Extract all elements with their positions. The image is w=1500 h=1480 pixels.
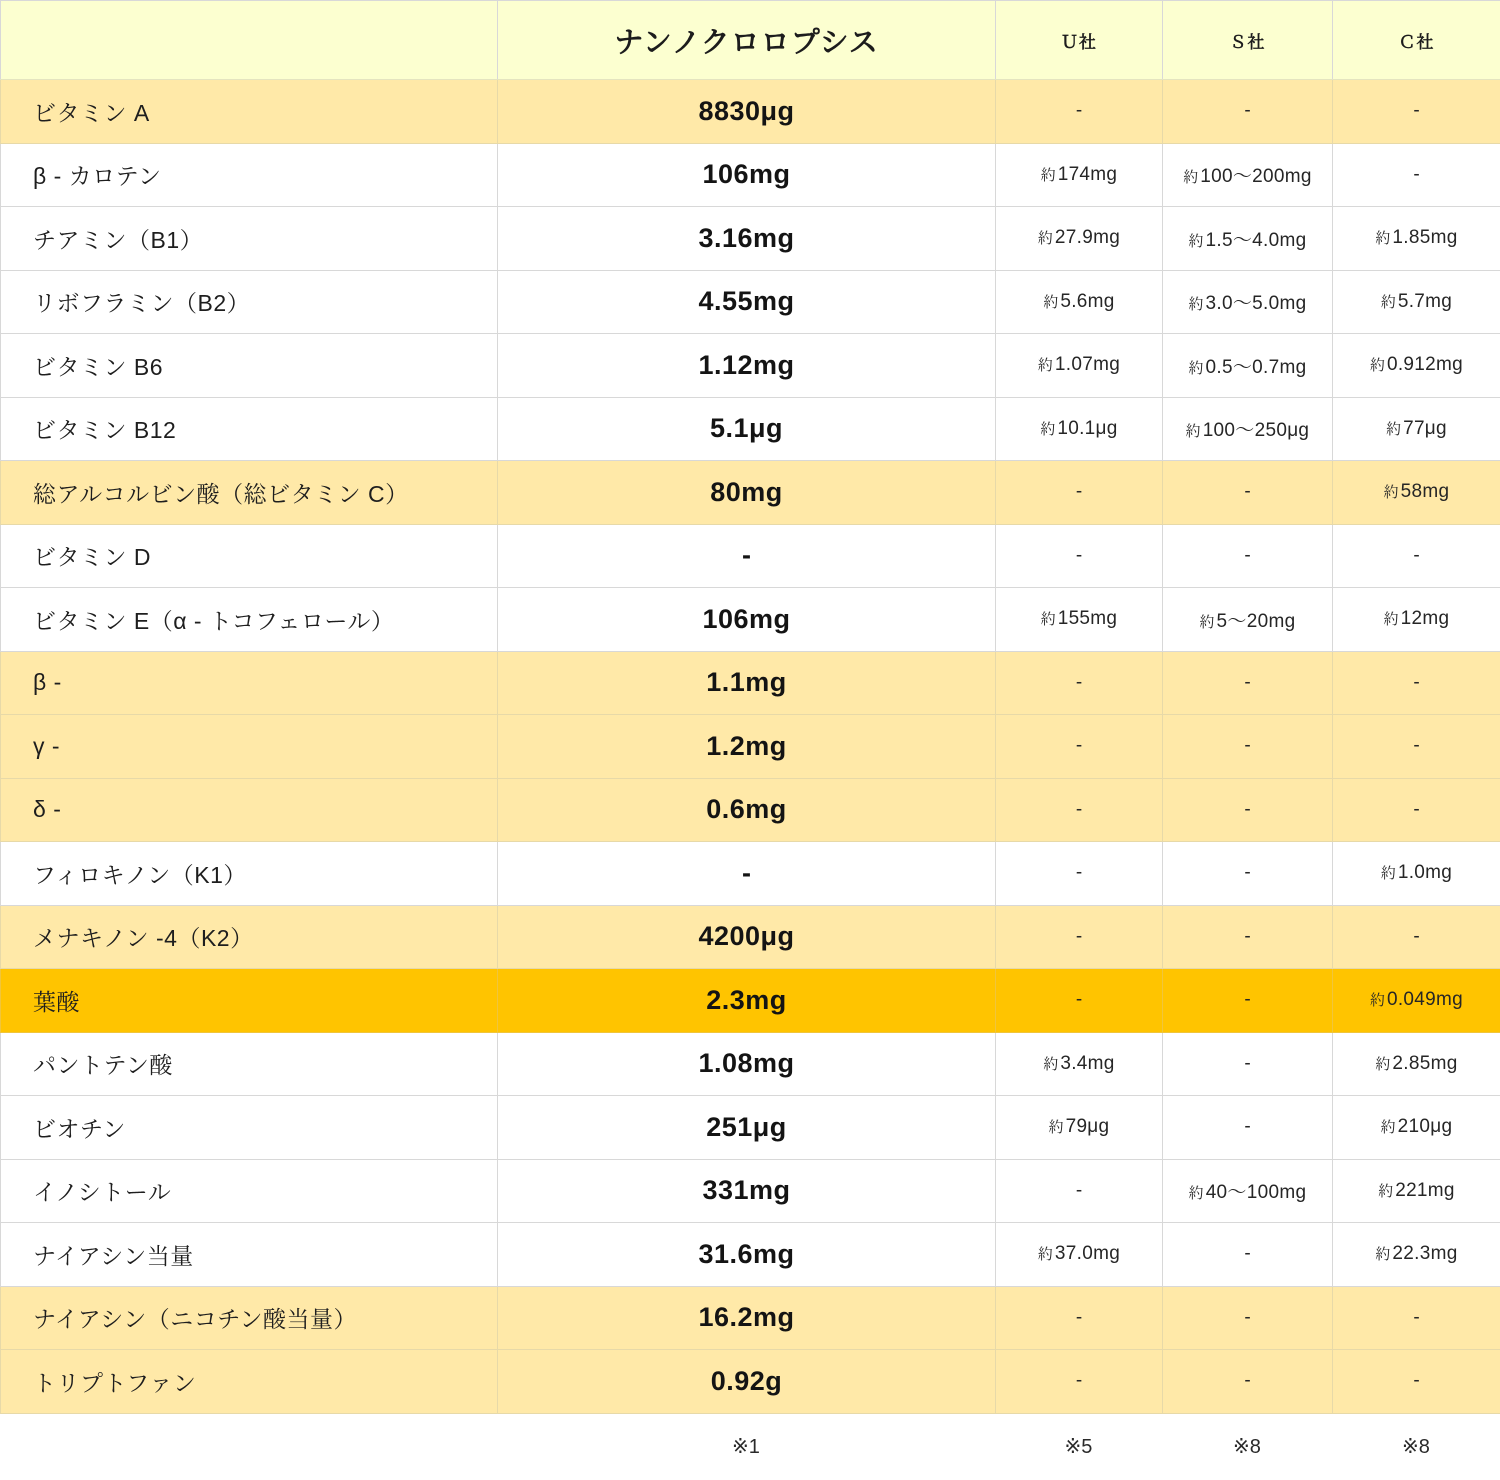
company-s-value-cell: 約 5〜20mg [1163, 588, 1333, 652]
company-s-value-cell: - [1163, 778, 1333, 842]
company-s-value-cell: 約 3.0〜5.0mg [1163, 270, 1333, 334]
company-c-value-cell: 約 221mg [1333, 1159, 1500, 1223]
nannochloropsis-value-cell: 1.1mg [498, 651, 996, 715]
nutrient-name-cell: メナキノン -4（K2） [1, 905, 498, 969]
company-u-value-cell: - [996, 524, 1163, 588]
nutrient-name-cell: イノシトール [1, 1159, 498, 1223]
nutrient-name-cell: δ - [1, 778, 498, 842]
company-s-value-cell: 約 0.5〜0.7mg [1163, 334, 1333, 398]
nutrient-name-cell: ナイアシン当量 [1, 1223, 498, 1287]
nannochloropsis-value-cell: - [498, 524, 996, 588]
company-u-value-cell: 約 37.0mg [996, 1223, 1163, 1287]
table-row [1, 969, 1500, 1033]
table-row [1, 842, 1500, 906]
table-row [1, 1223, 1500, 1287]
nutrient-name-cell: ビタミン D [1, 524, 498, 588]
company-u-value-cell: 約 79μg [996, 1096, 1163, 1160]
header-cell-company-c: Ｃ社 [1333, 1, 1500, 80]
company-c-value-cell: 約 210μg [1333, 1096, 1500, 1160]
company-s-value-cell: - [1163, 1286, 1333, 1350]
nannochloropsis-value-cell: 31.6mg [498, 1223, 996, 1287]
company-c-value-cell: - [1333, 905, 1500, 969]
nannochloropsis-value-cell: 1.08mg [498, 1032, 996, 1096]
company-c-value-cell: - [1333, 1350, 1500, 1414]
nannochloropsis-value-cell: 1.12mg [498, 334, 996, 398]
company-u-value-cell: - [996, 842, 1163, 906]
company-c-value-cell: - [1333, 715, 1500, 779]
table-row [1, 270, 1500, 334]
company-c-value-cell: 約 1.0mg [1333, 842, 1500, 906]
company-s-value-cell: - [1163, 461, 1333, 525]
table-row [1, 651, 1500, 715]
table-row [1, 1159, 1500, 1223]
footnote-row [0, 1414, 1500, 1480]
footnote-company-c: ※8 [1332, 1434, 1500, 1459]
table-row [1, 1032, 1500, 1096]
table-row [1, 143, 1500, 207]
company-u-value-cell: - [996, 1350, 1163, 1414]
nutrient-name-cell: フィロキノン（K1） [1, 842, 498, 906]
table-row [1, 715, 1500, 779]
table-row [1, 1096, 1500, 1160]
nutrient-name-cell: ビタミン B12 [1, 397, 498, 461]
nannochloropsis-value-cell: 331mg [498, 1159, 996, 1223]
company-u-value-cell: - [996, 1159, 1163, 1223]
company-s-value-cell: - [1163, 1032, 1333, 1096]
company-u-value-cell: 約 155mg [996, 588, 1163, 652]
table-row [1, 524, 1500, 588]
company-c-value-cell: - [1333, 778, 1500, 842]
company-u-value-cell: - [996, 715, 1163, 779]
company-u-value-cell: 約 1.07mg [996, 334, 1163, 398]
nutrient-name-cell: パントテン酸 [1, 1032, 498, 1096]
nutrient-name-cell: トリプトファン [1, 1350, 498, 1414]
company-c-value-cell: - [1333, 651, 1500, 715]
company-s-value-cell: 約 100〜200mg [1163, 143, 1333, 207]
nutrient-name-cell: ビタミン B6 [1, 334, 498, 398]
company-s-value-cell: - [1163, 715, 1333, 779]
company-c-value-cell: - [1333, 524, 1500, 588]
table-row [1, 1350, 1500, 1414]
nutrient-name-cell: リボフラミン（B2） [1, 270, 498, 334]
company-s-value-cell: - [1163, 80, 1333, 144]
nannochloropsis-value-cell: 106mg [498, 143, 996, 207]
company-c-value-cell: 約 0.049mg [1333, 969, 1500, 1033]
table-header [1, 1, 1500, 80]
company-c-value-cell: 約 22.3mg [1333, 1223, 1500, 1287]
header-cell-company-s: Ｓ社 [1163, 1, 1333, 80]
company-c-value-cell: 約 12mg [1333, 588, 1500, 652]
nannochloropsis-value-cell: 8830μg [498, 80, 996, 144]
table-body [1, 80, 1500, 1414]
nutrient-name-cell: チアミン（B1） [1, 207, 498, 271]
company-u-value-cell: - [996, 461, 1163, 525]
company-u-value-cell: 約 27.9mg [996, 207, 1163, 271]
nutrient-name-cell: 総アルコルビン酸（総ビタミン C） [1, 461, 498, 525]
company-c-value-cell: 約 77μg [1333, 397, 1500, 461]
nannochloropsis-value-cell: 106mg [498, 588, 996, 652]
footnote-company-u: ※5 [995, 1434, 1162, 1459]
table-row [1, 1286, 1500, 1350]
footnote-nannochloropsis: ※1 [497, 1434, 995, 1459]
table-row [1, 905, 1500, 969]
header-cell-nannochloropsis: ナンノクロロプシス [498, 1, 996, 80]
company-c-value-cell: 約 5.7mg [1333, 270, 1500, 334]
nannochloropsis-value-cell: 1.2mg [498, 715, 996, 779]
nannochloropsis-value-cell: - [498, 842, 996, 906]
company-s-value-cell: - [1163, 842, 1333, 906]
company-s-value-cell: 約 1.5〜4.0mg [1163, 207, 1333, 271]
company-s-value-cell: - [1163, 1223, 1333, 1287]
table-row [1, 80, 1500, 144]
nutrient-name-cell: β - カロテン [1, 143, 498, 207]
table-row [1, 207, 1500, 271]
company-s-value-cell: - [1163, 969, 1333, 1033]
company-s-value-cell: - [1163, 1096, 1333, 1160]
company-c-value-cell: - [1333, 1286, 1500, 1350]
header-row [1, 1, 1500, 80]
nannochloropsis-value-cell: 3.16mg [498, 207, 996, 271]
table-row [1, 397, 1500, 461]
nutrient-name-cell: γ - [1, 715, 498, 779]
nutrient-name-cell: ビタミン E（α - トコフェロール） [1, 588, 498, 652]
table-row [1, 588, 1500, 652]
company-c-value-cell: - [1333, 80, 1500, 144]
company-u-value-cell: - [996, 905, 1163, 969]
nannochloropsis-value-cell: 5.1μg [498, 397, 996, 461]
company-s-value-cell: - [1163, 905, 1333, 969]
nutrient-name-cell: ビタミン A [1, 80, 498, 144]
company-c-value-cell: 約 2.85mg [1333, 1032, 1500, 1096]
company-s-value-cell: - [1163, 524, 1333, 588]
nutrient-name-cell: β - [1, 651, 498, 715]
company-u-value-cell: 約 3.4mg [996, 1032, 1163, 1096]
nannochloropsis-value-cell: 251μg [498, 1096, 996, 1160]
company-u-value-cell: - [996, 1286, 1163, 1350]
company-c-value-cell: 約 1.85mg [1333, 207, 1500, 271]
header-cell-company-u: Ｕ社 [996, 1, 1163, 80]
footnote-company-s: ※8 [1162, 1434, 1332, 1459]
table-row [1, 778, 1500, 842]
company-u-value-cell: 約 174mg [996, 143, 1163, 207]
company-s-value-cell: 約 40〜100mg [1163, 1159, 1333, 1223]
nannochloropsis-value-cell: 0.6mg [498, 778, 996, 842]
company-u-value-cell: - [996, 969, 1163, 1033]
company-s-value-cell: 約 100〜250μg [1163, 397, 1333, 461]
company-c-value-cell: - [1333, 143, 1500, 207]
nutrient-name-cell: ビオチン [1, 1096, 498, 1160]
nutrient-name-cell: 葉酸 [1, 969, 498, 1033]
nannochloropsis-value-cell: 80mg [498, 461, 996, 525]
nannochloropsis-value-cell: 4200μg [498, 905, 996, 969]
nannochloropsis-value-cell: 0.92g [498, 1350, 996, 1414]
company-u-value-cell: - [996, 80, 1163, 144]
company-c-value-cell: 約 0.912mg [1333, 334, 1500, 398]
table-row [1, 334, 1500, 398]
company-u-value-cell: 約 5.6mg [996, 270, 1163, 334]
nannochloropsis-value-cell: 16.2mg [498, 1286, 996, 1350]
company-u-value-cell: - [996, 778, 1163, 842]
table-row [1, 461, 1500, 525]
company-c-value-cell: 約 58mg [1333, 461, 1500, 525]
company-u-value-cell: - [996, 651, 1163, 715]
nannochloropsis-value-cell: 4.55mg [498, 270, 996, 334]
company-u-value-cell: 約 10.1μg [996, 397, 1163, 461]
nannochloropsis-value-cell: 2.3mg [498, 969, 996, 1033]
header-cell-blank [1, 1, 498, 80]
company-s-value-cell: - [1163, 1350, 1333, 1414]
nutrient-name-cell: ナイアシン（ニコチン酸当量） [1, 1286, 498, 1350]
company-s-value-cell: - [1163, 651, 1333, 715]
